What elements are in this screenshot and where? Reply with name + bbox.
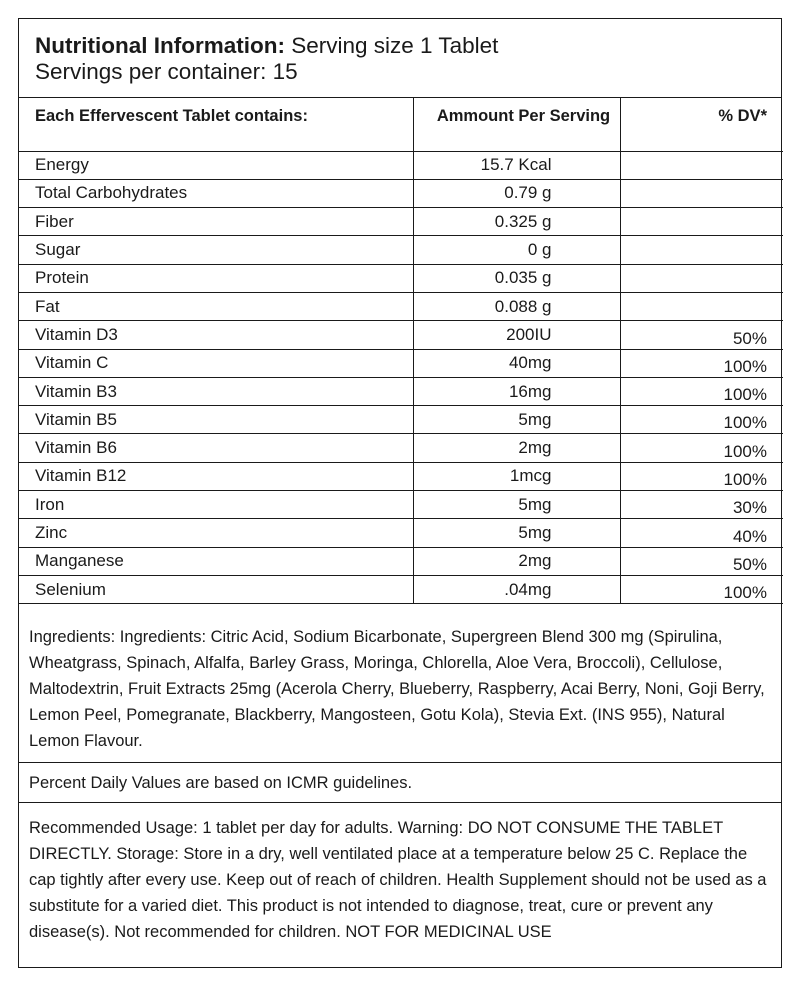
nutrient-name: Selenium [19,575,413,603]
nutrient-name: Total Carbohydrates [19,179,413,207]
column-header-amount: Ammount Per Serving [413,98,620,151]
nutrient-dv [620,208,783,236]
table-row [19,208,783,236]
nutrient-dv [620,236,783,264]
nutrient-amount: 0.325 g [413,208,620,236]
servings-per-container: Servings per container: 15 [35,59,298,84]
nutrient-amount: 0.035 g [413,264,620,292]
table-row [19,151,783,179]
nutrient-name: Vitamin B12 [19,462,413,490]
nutrient-dv: 100% [620,462,783,490]
table-row [19,292,783,320]
nutrition-table [19,98,783,604]
table-header-row [19,98,783,151]
nutrient-amount: 200IU [413,321,620,349]
nutrient-amount: 0.79 g [413,179,620,207]
nutrient-name: Vitamin D3 [19,321,413,349]
nutrient-dv [620,179,783,207]
table-row [19,491,783,519]
nutrient-name: Protein [19,264,413,292]
nutrient-dv: 30% [620,491,783,519]
nutrient-amount: 1mcg [413,462,620,490]
serving-size-line [35,33,781,59]
usage-warning-text: Recommended Usage: 1 tablet per day for adults. Warning: DO NOT CONSUME THE TABLET DIRECTLY. Storage: Store in a dry, well ventilated place at a temperature below 25 C. Replace the cap tightly after every use. Keep out of reach of children. Health Supplement should not be used as a substitute for a varied diet. This product is not intended to diagnose, treat, cure or prevent any disease(s). Not recommended for children. NOT FOR MEDICINAL USE [29,819,767,941]
nutrient-amount: 40mg [413,349,620,377]
table-row [19,377,783,405]
table-row [19,264,783,292]
nutrient-name: Manganese [19,547,413,575]
nutrient-amount: .04mg [413,575,620,603]
nutrient-amount: 16mg [413,377,620,405]
nutrient-name: Fat [19,292,413,320]
table-row [19,462,783,490]
nutrient-name: Vitamin C [19,349,413,377]
ingredients-text: Ingredients: Ingredients: Citric Acid, Sodium Bicarbonate, Supergreen Blend 300 mg (Spirulina, Wheatgrass, Spinach, Alfalfa, Barley Grass, Moringa, Chlorella, Aloe Vera, Broccoli), Cellulose, Maltodextrin, Fruit Extracts 25mg (Acerola Cherry, Blueberry, Raspberry, Acai Berry, Noni, Goji Berry, Lemon Peel, Pomegranate, Blackberry, Mangosteen, Gotu Kola), Stevia Ext. (INS 955), Natural Lemon Flavour. [19,607,781,763]
nutrition-title: Nutritional Information: [35,33,285,58]
nutrient-dv: 100% [620,349,783,377]
nutrient-dv [620,264,783,292]
nutrient-amount: 5mg [413,519,620,547]
nutrient-amount: 0 g [413,236,620,264]
nutrient-amount: 15.7 Kcal [413,151,620,179]
nutrient-name: Zinc [19,519,413,547]
daily-value-note: Percent Daily Values are based on ICMR guidelines. [19,763,781,803]
nutrition-header [19,19,781,98]
nutrient-name: Vitamin B5 [19,406,413,434]
nutrient-name: Vitamin B6 [19,434,413,462]
nutrient-amount: 0.088 g [413,292,620,320]
nutrient-dv: 50% [620,321,783,349]
nutrient-dv: 50% [620,547,783,575]
nutrient-dv: 100% [620,377,783,405]
nutrient-dv: 100% [620,406,783,434]
nutrient-amount: 2mg [413,434,620,462]
nutrient-dv: 100% [620,575,783,603]
table-row [19,321,783,349]
nutrient-amount: 5mg [413,491,620,519]
nutrient-dv [620,292,783,320]
nutrient-amount: 5mg [413,406,620,434]
nutrient-amount: 2mg [413,547,620,575]
nutrient-name: Sugar [19,236,413,264]
nutrient-name: Energy [19,151,413,179]
table-row [19,519,783,547]
nutrient-dv: 100% [620,434,783,462]
table-row [19,575,783,603]
column-header-nutrient: Each Effervescent Tablet contains: [19,98,413,151]
table-row [19,349,783,377]
table-row [19,236,783,264]
nutrition-panel [18,18,782,968]
table-row [19,406,783,434]
table-row [19,179,783,207]
table-row [19,547,783,575]
nutrient-dv: 40% [620,519,783,547]
nutrient-name: Vitamin B3 [19,377,413,405]
table-row [19,434,783,462]
column-header-dv: % DV* [620,98,783,151]
nutrient-name: Iron [19,491,413,519]
nutrient-name: Fiber [19,208,413,236]
serving-size: Serving size 1 Tablet [284,33,499,58]
nutrient-dv [620,151,783,179]
